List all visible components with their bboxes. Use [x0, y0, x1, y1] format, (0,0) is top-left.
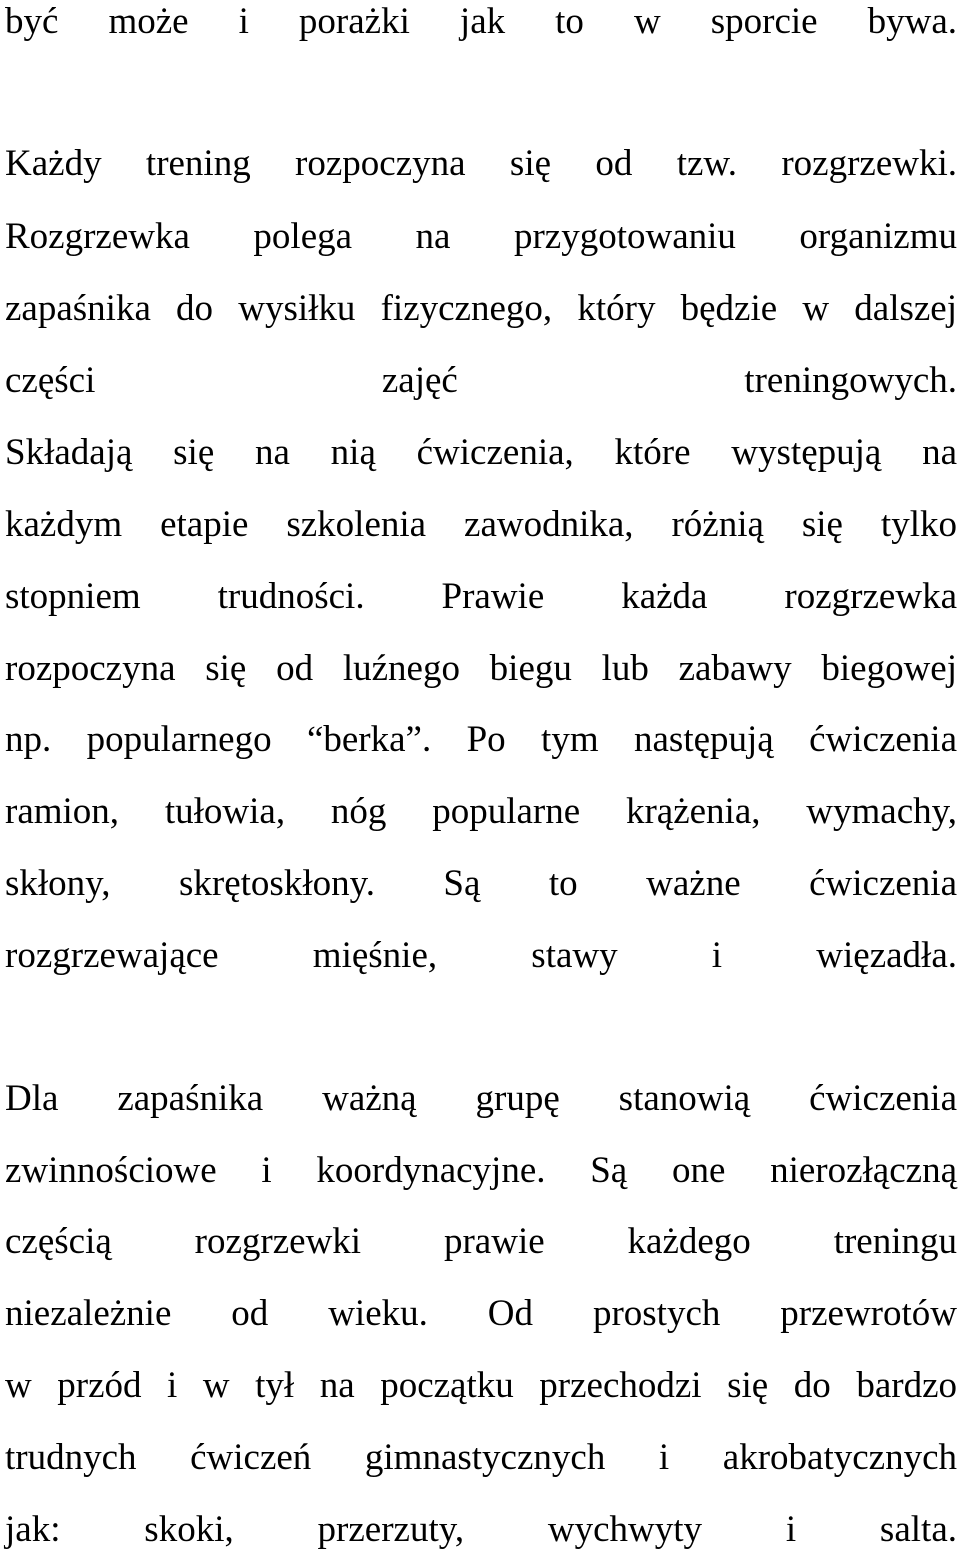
text-line: jak: skoki, przerzuty, wychwyty i salta.	[5, 1509, 957, 1550]
text-line: niezależnie od wieku. Od prostych przewrotów	[5, 1293, 957, 1334]
text-line: zwinnościowe i koordynacyjne. Są one nierozłączną	[5, 1150, 957, 1191]
text-line: Rozgrzewka polega na przygotowaniu organizmu	[5, 216, 957, 257]
text-line: skłony, skrętoskłony. Są to ważne ćwiczenia	[5, 863, 957, 904]
text-line: być może i porażki jak to w sporcie bywa.	[5, 1, 957, 42]
text-line: Składają się na nią ćwiczenia, które występują na	[5, 432, 957, 473]
text-line: trudnych ćwiczeń gimnastycznych i akrobatycznych	[5, 1437, 957, 1478]
text-line: ramion, tułowia, nóg popularne krążenia, wymachy,	[5, 791, 957, 832]
text-line: Każdy trening rozpoczyna się od tzw. rozgrzewki.	[5, 143, 957, 184]
text-line: części zajęć treningowych.	[5, 360, 957, 401]
text-line: np. popularnego “berka”. Po tym następują ćwiczenia	[5, 719, 957, 760]
text-line: rozpoczyna się od luźnego biegu lub zabawy biegowej	[5, 648, 957, 689]
text-line: zapaśnika do wysiłku fizycznego, który będzie w dalszej	[5, 288, 957, 329]
text-line: każdym etapie szkolenia zawodnika, różnią się tylko	[5, 504, 957, 545]
text-line: częścią rozgrzewki prawie każdego treningu	[5, 1221, 957, 1262]
text-line: rozgrzewające mięśnie, stawy i więzadła.	[5, 935, 957, 976]
text-line: stopniem trudności. Prawie każda rozgrzewka	[5, 576, 957, 617]
text-line: w przód i w tył na początku przechodzi się do bardzo	[5, 1365, 957, 1406]
text-line: Dla zapaśnika ważną grupę stanowią ćwiczenia	[5, 1078, 957, 1119]
